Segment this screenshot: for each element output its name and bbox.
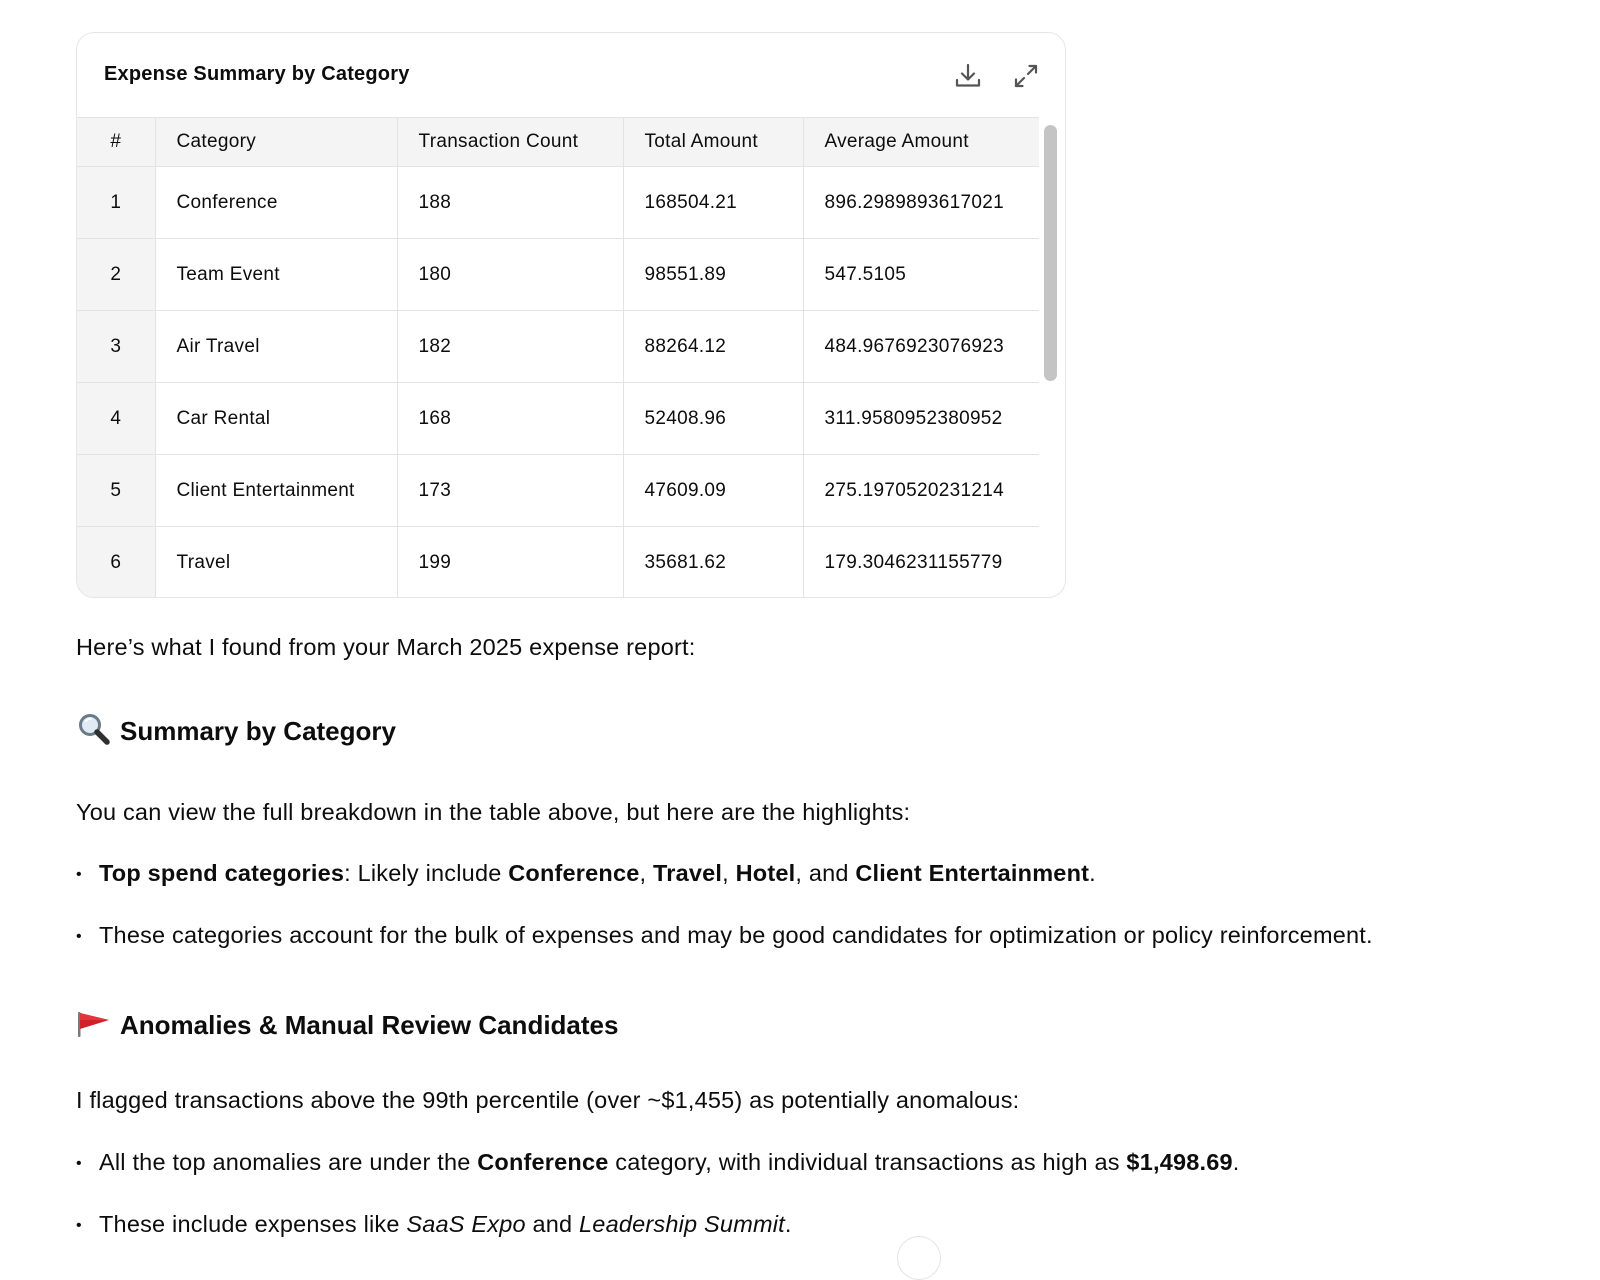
bullet-dot: •	[76, 1217, 82, 1234]
bullet-dot: •	[76, 1155, 82, 1172]
text-run: These include expenses like	[99, 1211, 407, 1237]
transaction-count-cell: 173	[397, 455, 623, 527]
column-header-transaction-count[interactable]: Transaction Count	[397, 118, 623, 167]
average-amount-cell: 275.1970520231214	[803, 455, 1039, 527]
text-run: ,	[639, 860, 653, 886]
row-index-cell: 6	[77, 527, 155, 599]
section-heading-summary	[76, 712, 396, 754]
text-run: category, with individual transactions as high as	[608, 1149, 1127, 1175]
scroll-to-bottom-button[interactable]	[897, 1236, 941, 1280]
total-amount-cell: 52408.96	[623, 383, 803, 455]
total-amount-cell: 88264.12	[623, 311, 803, 383]
table-row	[77, 527, 1039, 599]
card-title: Expense Summary by Category	[104, 63, 410, 85]
bold-text: Top spend categories	[99, 860, 345, 886]
row-index-cell: 1	[77, 167, 155, 239]
total-amount-cell: 168504.21	[623, 167, 803, 239]
category-cell: Car Rental	[155, 383, 397, 455]
table-row	[77, 239, 1039, 311]
transaction-count-cell: 199	[397, 527, 623, 599]
table-row	[77, 167, 1039, 239]
list-item	[76, 1147, 1240, 1179]
column-header-average-amount[interactable]: Average Amount	[803, 118, 1039, 167]
red-flag-icon	[76, 1006, 112, 1048]
download-button[interactable]	[953, 61, 983, 91]
bold-text: Conference	[477, 1149, 609, 1175]
bullet-dot: •	[76, 928, 82, 945]
text-run: ,	[722, 860, 736, 886]
category-cell: Travel	[155, 527, 397, 599]
summary-lead-text: You can view the full breakdown in the table above, but here are the highlights:	[76, 799, 911, 825]
table-row	[77, 383, 1039, 455]
text-run: : Likely include	[344, 860, 509, 886]
column-header-category[interactable]: Category	[155, 118, 397, 167]
table-scroll-area[interactable]	[77, 117, 1039, 598]
text-run: .	[1232, 1149, 1240, 1175]
category-cell: Air Travel	[155, 311, 397, 383]
total-amount-cell: 98551.89	[623, 239, 803, 311]
table-row	[77, 311, 1039, 383]
bold-text: Hotel	[735, 860, 796, 886]
total-amount-cell: 47609.09	[623, 455, 803, 527]
anomalies-lead-text: I flagged transactions above the 99th percentile (over ~$1,455) as potentially anomalous:	[76, 1087, 1020, 1113]
row-index-cell: 4	[77, 383, 155, 455]
text-run: and	[525, 1211, 580, 1237]
transaction-count-cell: 180	[397, 239, 623, 311]
category-cell: Team Event	[155, 239, 397, 311]
section-heading-summary-text: Summary by Category	[120, 716, 396, 746]
expand-button[interactable]	[1011, 61, 1041, 91]
section-heading-anomalies	[76, 1006, 618, 1048]
transaction-count-cell: 188	[397, 167, 623, 239]
intro-text: Here’s what I found from your March 2025 expense report:	[76, 634, 696, 660]
average-amount-cell: 896.2989893617021	[803, 167, 1039, 239]
table-scrollbar[interactable]	[1044, 125, 1057, 381]
row-index-cell: 5	[77, 455, 155, 527]
average-amount-cell: 484.9676923076923	[803, 311, 1039, 383]
table-card	[76, 32, 1066, 598]
bullet-dot: •	[76, 866, 82, 883]
section-heading-anomalies-text: Anomalies & Manual Review Candidates	[120, 1010, 619, 1040]
column-header-index[interactable]: #	[77, 118, 155, 167]
bold-text: Travel	[652, 860, 723, 886]
list-item	[76, 1209, 792, 1241]
average-amount-cell: 547.5105	[803, 239, 1039, 311]
card-header	[77, 33, 1065, 117]
list-item	[76, 858, 1096, 890]
table-header-row	[77, 118, 1039, 167]
italic-text: Leadership Summit	[579, 1211, 785, 1237]
text-run: These categories account for the bulk of expenses and may be good candidates for optimization or policy reinforcement.	[99, 922, 1373, 948]
transaction-count-cell: 182	[397, 311, 623, 383]
bold-text: Conference	[508, 860, 640, 886]
category-cell: Client Entertainment	[155, 455, 397, 527]
table-row	[77, 455, 1039, 527]
column-header-total-amount[interactable]: Total Amount	[623, 118, 803, 167]
list-item	[76, 920, 1373, 952]
text-run: , and	[795, 860, 856, 886]
text-run: .	[1089, 860, 1096, 886]
bold-text: Client Entertainment	[855, 860, 1090, 886]
total-amount-cell: 35681.62	[623, 527, 803, 599]
category-cell: Conference	[155, 167, 397, 239]
expand-icon	[1011, 61, 1041, 91]
italic-text: SaaS Expo	[406, 1211, 526, 1237]
text-run: .	[784, 1211, 792, 1237]
row-index-cell: 2	[77, 239, 155, 311]
download-icon	[953, 61, 983, 91]
row-index-cell: 3	[77, 311, 155, 383]
text-run: All the top anomalies are under the	[99, 1149, 478, 1175]
bold-text: $1,498.69	[1126, 1149, 1233, 1175]
transaction-count-cell: 168	[397, 383, 623, 455]
average-amount-cell: 311.9580952380952	[803, 383, 1039, 455]
expense-table	[77, 117, 1039, 598]
magnifying-glass-icon	[76, 712, 112, 754]
average-amount-cell: 179.3046231155779	[803, 527, 1039, 599]
